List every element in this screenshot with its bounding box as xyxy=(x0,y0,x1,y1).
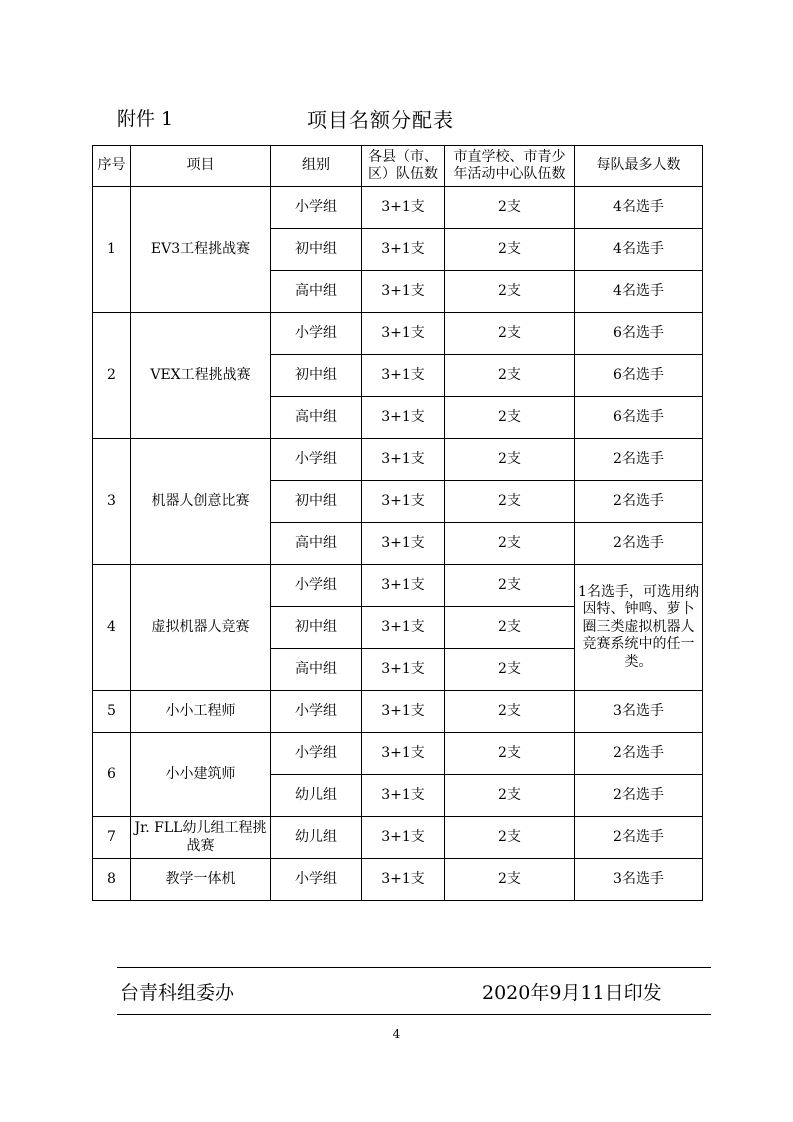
footer-top-rule xyxy=(117,967,711,968)
page-number: 4 xyxy=(392,1027,401,1041)
table-row xyxy=(93,733,703,775)
allocation-table xyxy=(92,145,703,901)
project-name-cell: 机器人创意比赛 xyxy=(131,439,271,565)
city-teams-cell: 2支 xyxy=(445,523,575,565)
seq-cell: 3 xyxy=(93,439,131,565)
city-teams-cell: 2支 xyxy=(445,607,575,649)
footer-bottom-rule xyxy=(117,1014,711,1015)
header-max-members: 每队最多人数 xyxy=(575,146,703,187)
county-teams-cell: 3+1支 xyxy=(362,607,445,649)
county-teams-cell: 3+1支 xyxy=(362,523,445,565)
group-cell: 初中组 xyxy=(271,355,362,397)
max-members-cell: 6名选手 xyxy=(575,355,703,397)
header-seq: 序号 xyxy=(93,146,131,187)
header-city-teams: 市直学校、市青少年活动中心队伍数 xyxy=(445,146,575,187)
city-teams-cell: 2支 xyxy=(445,775,575,817)
county-teams-cell: 3+1支 xyxy=(362,481,445,523)
project-name-cell: 小小工程师 xyxy=(131,691,271,733)
county-teams-cell: 3+1支 xyxy=(362,775,445,817)
city-teams-cell: 2支 xyxy=(445,229,575,271)
group-cell: 初中组 xyxy=(271,607,362,649)
county-teams-cell: 3+1支 xyxy=(362,817,445,859)
seq-cell: 4 xyxy=(93,565,131,691)
max-members-cell: 6名选手 xyxy=(575,397,703,439)
header-county-teams: 各县（市、区）队伍数 xyxy=(362,146,445,187)
max-members-cell: 2名选手 xyxy=(575,775,703,817)
project-name-cell: Jr. FLL幼儿组工程挑战赛 xyxy=(131,817,271,859)
city-teams-cell: 2支 xyxy=(445,733,575,775)
max-members-cell: 3名选手 xyxy=(575,859,703,901)
max-members-cell: 2名选手 xyxy=(575,523,703,565)
group-cell: 小学组 xyxy=(271,859,362,901)
header-project: 项目 xyxy=(131,146,271,187)
county-teams-cell: 3+1支 xyxy=(362,691,445,733)
city-teams-cell: 2支 xyxy=(445,649,575,691)
city-teams-cell: 2支 xyxy=(445,817,575,859)
group-cell: 高中组 xyxy=(271,271,362,313)
table-row xyxy=(93,439,703,481)
county-teams-cell: 3+1支 xyxy=(362,859,445,901)
city-teams-cell: 2支 xyxy=(445,355,575,397)
seq-cell: 6 xyxy=(93,733,131,817)
project-name-cell: 小小建筑师 xyxy=(131,733,271,817)
county-teams-cell: 3+1支 xyxy=(362,271,445,313)
county-teams-cell: 3+1支 xyxy=(362,733,445,775)
city-teams-cell: 2支 xyxy=(445,271,575,313)
city-teams-cell: 2支 xyxy=(445,439,575,481)
seq-cell: 1 xyxy=(93,187,131,313)
table-row xyxy=(93,817,703,859)
seq-cell: 8 xyxy=(93,859,131,901)
project-name-cell: 教学一体机 xyxy=(131,859,271,901)
group-cell: 高中组 xyxy=(271,397,362,439)
max-members-cell: 4名选手 xyxy=(575,187,703,229)
group-cell: 小学组 xyxy=(271,439,362,481)
max-members-cell: 2名选手 xyxy=(575,439,703,481)
group-cell: 幼儿组 xyxy=(271,775,362,817)
max-members-note-cell: 1名选手，可选用纳因特、钟鸣、萝卜圈三类虚拟机器人竞赛系统中的任一类。 xyxy=(575,565,703,691)
county-teams-cell: 3+1支 xyxy=(362,565,445,607)
group-cell: 初中组 xyxy=(271,481,362,523)
group-cell: 幼儿组 xyxy=(271,817,362,859)
max-members-cell: 4名选手 xyxy=(575,271,703,313)
issue-date: 2020年9月11日印发 xyxy=(482,982,662,1004)
group-cell: 初中组 xyxy=(271,229,362,271)
project-name-cell: VEX工程挑战赛 xyxy=(131,313,271,439)
table-row xyxy=(93,565,703,607)
county-teams-cell: 3+1支 xyxy=(362,355,445,397)
table-body xyxy=(93,187,703,901)
seq-cell: 2 xyxy=(93,313,131,439)
group-cell: 高中组 xyxy=(271,523,362,565)
group-cell: 小学组 xyxy=(271,565,362,607)
seq-cell: 7 xyxy=(93,817,131,859)
seq-cell: 5 xyxy=(93,691,131,733)
group-cell: 小学组 xyxy=(271,691,362,733)
max-members-cell: 6名选手 xyxy=(575,313,703,355)
attachment-label: 附件 1 xyxy=(117,108,174,130)
city-teams-cell: 2支 xyxy=(445,187,575,229)
table-row xyxy=(93,859,703,901)
city-teams-cell: 2支 xyxy=(445,397,575,439)
city-teams-cell: 2支 xyxy=(445,565,575,607)
group-cell: 小学组 xyxy=(271,733,362,775)
max-members-cell: 4名选手 xyxy=(575,229,703,271)
max-members-cell: 2名选手 xyxy=(575,817,703,859)
county-teams-cell: 3+1支 xyxy=(362,229,445,271)
city-teams-cell: 2支 xyxy=(445,313,575,355)
table-header-row xyxy=(93,146,703,187)
city-teams-cell: 2支 xyxy=(445,859,575,901)
table-row xyxy=(93,187,703,229)
group-cell: 高中组 xyxy=(271,649,362,691)
max-members-cell: 3名选手 xyxy=(575,691,703,733)
table-row xyxy=(93,691,703,733)
group-cell: 小学组 xyxy=(271,187,362,229)
issuing-office: 台青科组委办 xyxy=(120,982,235,1004)
project-name-cell: 虚拟机器人竞赛 xyxy=(131,565,271,691)
table-row xyxy=(93,313,703,355)
max-members-cell: 2名选手 xyxy=(575,733,703,775)
group-cell: 小学组 xyxy=(271,313,362,355)
county-teams-cell: 3+1支 xyxy=(362,649,445,691)
county-teams-cell: 3+1支 xyxy=(362,187,445,229)
county-teams-cell: 3+1支 xyxy=(362,313,445,355)
city-teams-cell: 2支 xyxy=(445,481,575,523)
project-name-cell: EV3工程挑战赛 xyxy=(131,187,271,313)
page-title: 项目名额分配表 xyxy=(307,108,454,132)
county-teams-cell: 3+1支 xyxy=(362,397,445,439)
county-teams-cell: 3+1支 xyxy=(362,439,445,481)
header-group: 组别 xyxy=(271,146,362,187)
city-teams-cell: 2支 xyxy=(445,691,575,733)
max-members-cell: 2名选手 xyxy=(575,481,703,523)
